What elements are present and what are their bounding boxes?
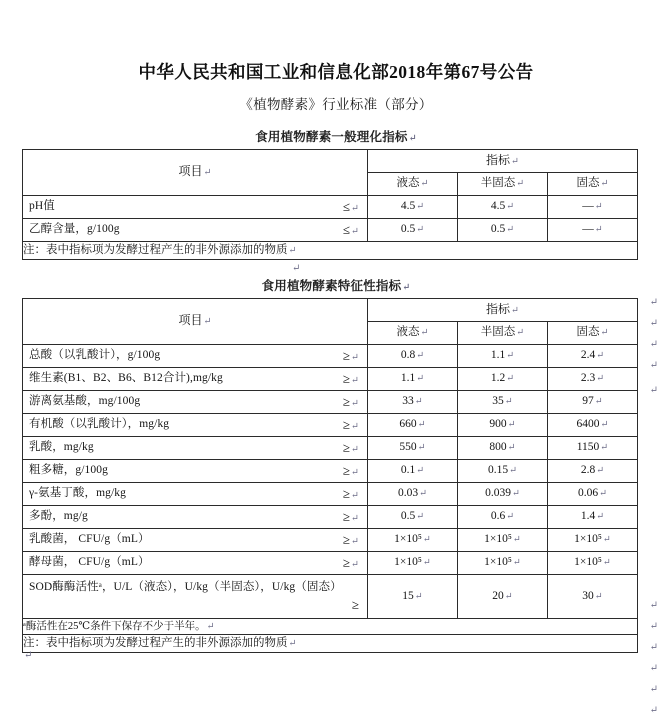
- pilcrow-mark: ↵: [512, 557, 521, 568]
- pilcrow-mark: ↵: [602, 557, 611, 568]
- pilcrow-mark: ↵: [422, 557, 431, 568]
- table2-row6-item-text: γ-氨基丁酸，mg/kg: [29, 486, 127, 499]
- table-row: [23, 218, 638, 241]
- table2-row7-item-text: 多酚，mg/g: [29, 509, 88, 522]
- pilcrow-mark: ↵: [402, 282, 411, 293]
- cell-value: 1.2: [490, 371, 506, 384]
- pilcrow-mark: ↵: [288, 245, 297, 256]
- table2-caption: [0, 260, 672, 298]
- table2-row4-operator: [335, 441, 363, 455]
- pilcrow-mark: ↵: [596, 465, 605, 476]
- pilcrow-mark: ↵: [600, 327, 609, 338]
- pilcrow-mark: ↵: [351, 398, 359, 409]
- pilcrow-mark: ↵: [594, 591, 603, 602]
- table2-header-col-liquid-text: 液态: [396, 325, 420, 338]
- table2-row3-item: [23, 413, 368, 436]
- table2-caption-text: 食用植物酵素特征性指标: [261, 278, 402, 293]
- table2-row8-item-text: 乳酸菌， CFU/g（mL）: [29, 532, 150, 545]
- cell-value: 0.5: [490, 222, 506, 235]
- table2-row3-semisolid: [458, 413, 548, 436]
- cell-value: 4.5: [490, 199, 506, 212]
- pilcrow-mark: ↵: [649, 620, 658, 632]
- table-row: [23, 390, 638, 413]
- cell-value: 2.8: [580, 463, 596, 476]
- table2-row4-semisolid: [458, 436, 548, 459]
- table1-row1-item: [23, 218, 368, 241]
- table2-sod-liquid: [368, 574, 458, 618]
- pilcrow-mark: ↵: [649, 641, 658, 653]
- pilcrow-mark: ↵: [506, 350, 515, 361]
- table1-note-text: 注：表中指标项为发酵过程产生的非外源添加的物质: [23, 243, 288, 256]
- table1-note: [23, 241, 638, 259]
- operator-glyph: ≥: [342, 439, 351, 455]
- pilcrow-mark: ↵: [516, 178, 525, 189]
- table2-row6-liquid: [368, 482, 458, 505]
- pilcrow-mark: ↵: [351, 204, 359, 215]
- table2-header-col-semisolid: [458, 321, 548, 344]
- pilcrow-mark: ↵: [649, 296, 658, 308]
- table2-row5-item-text: 粗多糖，g/100g: [29, 463, 108, 476]
- cell-value: 1×10⁵: [574, 532, 602, 545]
- pilcrow-mark: ↵: [507, 419, 516, 430]
- table1-row1-solid: [548, 218, 638, 241]
- table2-sod-item: [23, 574, 368, 618]
- pilcrow-mark: ↵: [649, 683, 658, 695]
- operator-glyph: ≥: [342, 531, 351, 547]
- pilcrow-mark: ↵: [600, 442, 609, 453]
- table2-row2-liquid: [368, 390, 458, 413]
- table1-row0-item: [23, 195, 368, 218]
- table2-row7-liquid: [368, 505, 458, 528]
- pilcrow-mark: ↵: [600, 419, 609, 430]
- cell-value: 0.039: [485, 486, 511, 499]
- cell-value: 30: [582, 589, 594, 602]
- table2-row1-item: [23, 367, 368, 390]
- table2-note-a-row: [23, 618, 638, 635]
- pilcrow-mark: ↵: [414, 591, 423, 602]
- table2-note-text: 注：表中指标项为发酵过程产生的非外源添加的物质: [23, 637, 288, 650]
- table-row: [23, 459, 638, 482]
- table1-header-col-semisolid: [458, 172, 548, 195]
- cell-value: 20: [492, 589, 504, 602]
- cell-value: —: [582, 222, 594, 235]
- table2-header-item: [23, 298, 368, 344]
- pilcrow-mark: ↵: [516, 327, 525, 338]
- pilcrow-mark: ↵: [511, 156, 519, 167]
- pilcrow-mark: ↵: [594, 224, 603, 235]
- table2-row8-item: [23, 528, 368, 551]
- pilcrow-mark: ↵: [206, 621, 215, 632]
- operator-glyph: ≥: [351, 596, 359, 612]
- table1-header-col-liquid-text: 液态: [396, 176, 420, 189]
- table2-sod-row: [23, 574, 638, 618]
- table2-row8-liquid: [368, 528, 458, 551]
- table2-row5-liquid: [368, 459, 458, 482]
- table2-sod-semisolid: [458, 574, 548, 618]
- pilcrow-mark: ↵: [416, 224, 425, 235]
- pilcrow-mark: ↵: [507, 442, 516, 453]
- table2-row1-semisolid: [458, 367, 548, 390]
- cell-value: 97: [582, 394, 594, 407]
- pilcrow-mark: ↵: [203, 317, 212, 328]
- pilcrow-mark: ↵: [511, 305, 519, 316]
- table-row: [23, 528, 638, 551]
- pilcrow-mark: ↵: [506, 224, 515, 235]
- cell-value: 1×10⁵: [394, 555, 422, 568]
- table2-row3-liquid: [368, 413, 458, 436]
- table2-row4-item-text: 乳酸，mg/kg: [29, 440, 94, 453]
- pilcrow-mark: ↵: [504, 396, 513, 407]
- table2-row4-liquid: [368, 436, 458, 459]
- table1-row0-solid: [548, 195, 638, 218]
- operator-glyph: ≥: [342, 370, 351, 386]
- cell-value: 0.03: [397, 486, 419, 499]
- table2-row6-semisolid: [458, 482, 548, 505]
- table2-row3-solid: [548, 413, 638, 436]
- pilcrow-mark: ↵: [414, 396, 423, 407]
- pilcrow-mark: ↵: [506, 201, 515, 212]
- table2-row9-item: [23, 551, 368, 574]
- cell-value: 1.1: [490, 348, 506, 361]
- cell-value: 33: [402, 394, 414, 407]
- table1-row0-semisolid: [458, 195, 548, 218]
- table2-header-indicator: [368, 298, 638, 321]
- table-row: [23, 195, 638, 218]
- cell-value: 0.5: [400, 509, 416, 522]
- cell-value: 0.8: [400, 348, 416, 361]
- table1-header-col-semisolid-text: 半固态: [480, 176, 516, 189]
- table2-row4-item: [23, 436, 368, 459]
- table1-header-col-solid: [548, 172, 638, 195]
- table2-row6-item: [23, 482, 368, 505]
- table1-row1-operator: [335, 223, 363, 237]
- table2-row8-solid: [548, 528, 638, 551]
- pilcrow-mark: ↵: [596, 373, 605, 384]
- cell-value: 900: [489, 417, 507, 430]
- table2-row0-semisolid: [458, 344, 548, 367]
- operator-glyph: ≥: [342, 508, 351, 524]
- table2-row2-semisolid: [458, 390, 548, 413]
- cell-value: 1.1: [400, 371, 416, 384]
- table1-row0-operator: [335, 200, 363, 214]
- operator-glyph: ≤: [342, 222, 351, 238]
- table2-note-row: [23, 635, 638, 653]
- pilcrow-mark: ↵: [506, 373, 515, 384]
- table2-row0-item: [23, 344, 368, 367]
- pilcrow-mark: ↵: [203, 168, 212, 179]
- pilcrow-mark: ↵: [419, 488, 428, 499]
- pilcrow-mark: ↵: [602, 534, 611, 545]
- table2-row1-solid: [548, 367, 638, 390]
- cell-value: 1×10⁵: [574, 555, 602, 568]
- pilcrow-mark: ↵: [351, 421, 359, 432]
- pilcrow-mark: ↵: [351, 467, 359, 478]
- table2-row5-item: [23, 459, 368, 482]
- table-row: [23, 367, 638, 390]
- table-row: [23, 551, 638, 574]
- table2-row3-item-text: 有机酸（以乳酸计），mg/kg: [29, 417, 170, 430]
- pilcrow-mark: ↵: [351, 375, 359, 386]
- table1-row1-item-text: 乙醇含量，g/100g: [29, 223, 120, 236]
- pilcrow-mark: ↵: [351, 536, 359, 547]
- pilcrow-mark: ↵: [417, 442, 426, 453]
- operator-glyph: ≥: [342, 347, 351, 363]
- operator-glyph: ≥: [342, 393, 351, 409]
- pilcrow-mark: ↵: [594, 396, 603, 407]
- table2-row7-solid: [548, 505, 638, 528]
- table1-header-row-1: [23, 149, 638, 172]
- table2-header-col-solid-text: 固态: [576, 325, 600, 338]
- pilcrow-mark: ↵: [408, 133, 417, 144]
- cell-value: 15: [402, 589, 414, 602]
- pilcrow-mark: ↵: [416, 465, 425, 476]
- table2-sod-operator: [29, 596, 363, 612]
- table2-row5-semisolid: [458, 459, 548, 482]
- cell-value: 1×10⁵: [394, 532, 422, 545]
- pilcrow-mark: ↵: [416, 373, 425, 384]
- table2-header-item-text: 项目: [178, 313, 203, 328]
- table2-row2-item-text: 游离氨基酸，mg/100g: [29, 394, 141, 407]
- table2-row5-solid: [548, 459, 638, 482]
- table2-row0-solid: [548, 344, 638, 367]
- pilcrow-mark: ↵: [649, 384, 658, 396]
- pilcrow-mark: ↵: [351, 352, 359, 363]
- pilcrow-mark: ↵: [292, 263, 301, 274]
- pilcrow-mark: ↵: [506, 511, 515, 522]
- table2-row0-item-text: 总酸（以乳酸计），g/100g: [29, 348, 161, 361]
- pilcrow-mark: ↵: [24, 650, 33, 661]
- pilcrow-mark: ↵: [288, 639, 297, 650]
- table-row: [23, 505, 638, 528]
- table2-note-a: [23, 618, 638, 635]
- table2-row8-operator: [335, 533, 363, 547]
- table1-header-indicator-text: 指标: [486, 152, 511, 167]
- cell-value: 0.6: [490, 509, 506, 522]
- table1-row0-item-text: pH值: [29, 200, 55, 213]
- table-row: [23, 413, 638, 436]
- pilcrow-mark: ↵: [596, 350, 605, 361]
- table2-wrapper: [0, 298, 672, 716]
- pilcrow-mark: ↵: [504, 591, 513, 602]
- table2-row2-solid: [548, 390, 638, 413]
- table1-row1-liquid: [368, 218, 458, 241]
- pilcrow-mark: ↵: [649, 359, 658, 371]
- pilcrow-mark: ↵: [649, 662, 658, 674]
- pilcrow-mark: ↵: [599, 488, 608, 499]
- table2-sod-item-text: SOD酶酶活性ᵃ，U/L（液态），U/kg（半固态），U/kg（固态）: [29, 581, 342, 594]
- cell-value: —: [582, 199, 594, 212]
- cell-value: 35: [492, 394, 504, 407]
- pilcrow-mark: ↵: [422, 534, 431, 545]
- table2-row7-item: [23, 505, 368, 528]
- pilcrow-mark: ↵: [649, 599, 658, 611]
- pilcrow-mark: ↵: [351, 490, 359, 501]
- table2-row9-solid: [548, 551, 638, 574]
- table1: [22, 149, 638, 260]
- table2-row1-item-text: 维生素(B1、B2、B6、B12合计),mg/kg: [29, 371, 223, 384]
- pilcrow-mark: ↵: [417, 419, 426, 430]
- table2-row2-item: [23, 390, 368, 413]
- table2-row9-semisolid: [458, 551, 548, 574]
- pilcrow-mark: ↵: [416, 350, 425, 361]
- page-subtitle: 《植物酵素》行业标准（部分）: [239, 96, 433, 112]
- cell-value: 0.15: [487, 463, 509, 476]
- pilcrow-mark: ↵: [351, 559, 359, 570]
- table1-header-indicator: [368, 149, 638, 172]
- pilcrow-mark: ↵: [511, 488, 520, 499]
- table1-header-col-solid-text: 固态: [576, 176, 600, 189]
- cell-value: 1×10⁵: [484, 532, 512, 545]
- table1-header-item-text: 项目: [178, 164, 203, 179]
- table2-header-col-solid: [548, 321, 638, 344]
- table1-row1-semisolid: [458, 218, 548, 241]
- table2-header-row-1: [23, 298, 638, 321]
- table-row: [23, 344, 638, 367]
- cell-value: 0.1: [400, 463, 416, 476]
- pilcrow-mark: ↵: [351, 227, 359, 238]
- table2-header-col-semisolid-text: 半固态: [480, 325, 516, 338]
- operator-glyph: ≥: [342, 554, 351, 570]
- cell-value: 800: [489, 440, 507, 453]
- table1-caption: [0, 113, 672, 149]
- pilcrow-mark: ↵: [351, 513, 359, 524]
- table2-row9-item-text: 酵母菌， CFU/g（mL）: [29, 555, 150, 568]
- table2-header-col-liquid: [368, 321, 458, 344]
- cell-value: 2.3: [580, 371, 596, 384]
- pilcrow-mark: ↵: [351, 444, 359, 455]
- cell-value: 0.5: [400, 222, 416, 235]
- cell-value: 4.5: [400, 199, 416, 212]
- table2-row6-solid: [548, 482, 638, 505]
- table2-row2-operator: [335, 395, 363, 409]
- pilcrow-mark: ↵: [649, 704, 658, 716]
- table-row: [23, 436, 638, 459]
- table2-row0-liquid: [368, 344, 458, 367]
- table2-note-a-text: ᵃ酶活性在25℃条件下保存不少于半年。: [23, 620, 206, 632]
- table1-header-item: [23, 149, 368, 195]
- table1-caption-text: 食用植物酵素一般理化指标: [255, 129, 408, 144]
- operator-glyph: ≥: [342, 485, 351, 501]
- table-row: [23, 482, 638, 505]
- cell-value: 1×10⁵: [484, 555, 512, 568]
- table2-row3-operator: [335, 418, 363, 432]
- table2-row7-semisolid: [458, 505, 548, 528]
- cell-value: 0.06: [577, 486, 599, 499]
- table2-row8-semisolid: [458, 528, 548, 551]
- table2-row0-operator: [335, 349, 363, 363]
- table1-row0-liquid: [368, 195, 458, 218]
- pilcrow-mark: ↵: [512, 534, 521, 545]
- pilcrow-mark: ↵: [594, 201, 603, 212]
- table2-row5-operator: [335, 464, 363, 478]
- cell-value: 660: [399, 417, 417, 430]
- table2: [22, 298, 638, 654]
- table2-row1-liquid: [368, 367, 458, 390]
- table2-row9-operator: [335, 556, 363, 570]
- table2-row7-operator: [335, 510, 363, 524]
- page-title: 中华人民共和国工业和信息化部2018年第67号公告: [138, 62, 534, 82]
- table2-sod-solid: [548, 574, 638, 618]
- operator-glyph: ≥: [342, 462, 351, 478]
- table2-row4-solid: [548, 436, 638, 459]
- pilcrow-mark: ↵: [420, 178, 429, 189]
- cell-value: 1.4: [580, 509, 596, 522]
- pilcrow-mark: ↵: [416, 511, 425, 522]
- pilcrow-mark: ↵: [596, 511, 605, 522]
- table1-header-col-liquid: [368, 172, 458, 195]
- operator-glyph: ≤: [342, 199, 351, 215]
- pilcrow-mark: ↵: [420, 327, 429, 338]
- table2-row1-operator: [335, 372, 363, 386]
- cell-value: 1150: [576, 440, 600, 453]
- operator-glyph: ≥: [342, 416, 351, 432]
- pilcrow-mark: ↵: [600, 178, 609, 189]
- cell-value: 550: [399, 440, 417, 453]
- table1-note-row: [23, 241, 638, 259]
- pilcrow-mark: ↵: [649, 317, 658, 329]
- pilcrow-mark: ↵: [416, 201, 425, 212]
- table2-note: [23, 635, 638, 653]
- cell-value: 2.4: [580, 348, 596, 361]
- pilcrow-mark: ↵: [509, 465, 518, 476]
- table2-header-indicator-text: 指标: [486, 301, 511, 316]
- pilcrow-mark: ↵: [649, 338, 658, 350]
- table2-row9-liquid: [368, 551, 458, 574]
- table2-row6-operator: [335, 487, 363, 501]
- cell-value: 6400: [576, 417, 600, 430]
